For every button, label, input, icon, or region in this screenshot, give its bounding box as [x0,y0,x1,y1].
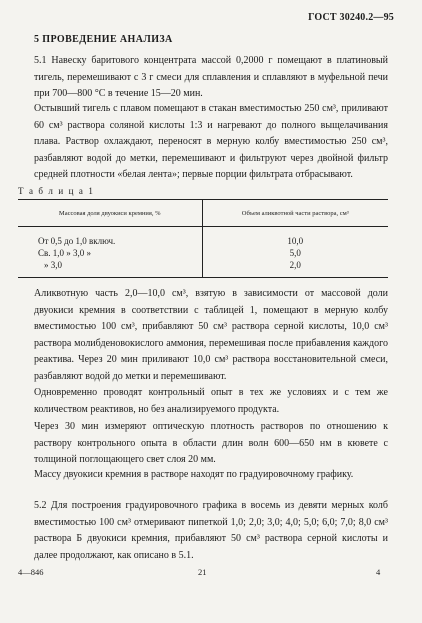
table-1 [18,199,388,278]
section-title: 5 ПРОВЕДЕНИЕ АНАЛИЗА [34,34,173,45]
table-cell-range: Св. 1,0 » 3,0 » [38,248,92,258]
table-cell-range: » 3,0 [44,260,62,270]
footer-sheet-number: 4 [376,567,381,577]
table-caption: Т а б л и ц а 1 [18,186,95,196]
standard-number: ГОСТ 30240.2—95 [308,12,394,23]
paragraph-control: Одновременно проводят контрольный опыт в тех же условиях и с тем же количеством реактивов, но без анализируемого продукта. [34,387,388,415]
table-cell-volume: 2,0 [289,260,301,270]
footer-print-code: 4—846 [18,567,44,577]
footer-page-number: 21 [198,567,207,577]
paragraph-aliquot: Аликвотную часть 2,0—10,0 см³, взятую в зависимости от массовой доли двуокиси кремния в соответствии с таблицей 1, помещают в мерную колбу вместимостью 100 см³, прибавляют 50 см³ раствора серной кислоты, 10,0 см³ раствора молибденовокислого аммония, перемешивая после прибавления каждого реактива. Через 20 мин приливают 10,0 см³ раствора восстановительной смеси, разбавляют водой до метки и перемешивают. [34,288,388,382]
table-cell-volume: 5,0 [289,248,301,258]
table-cell-range: От 0,5 до 1,0 включ. [38,236,116,246]
paragraph-5-1: 5.1 Навеску баритового концентрата массой 0,2000 г помещают в платиновый тигель, перемешивают с 3 г смеси для сплавления и сплавляют в муфельной печи при 700—800 °С в течение 15—20 мин. [34,55,388,99]
paragraph-5-2: 5.2 Для построения градуировочного графика в восемь из девяти мерных колб вместимостью 100 см³ отмеривают пипеткой 1,0; 2,0; 3,0; 4,0; 5,0; 6,0; 7,0; 8,0 см³ раствора Б двуокиси кремния, прибавляют 50 см³ раствора серной кислоты и далее продолжают, как описано в 5.1. [34,500,388,561]
paragraph-crucible: Остывший тигель с плавом помещают в стакан вместимостью 250 см³, приливают 60 см³ раствора соляной кислоты 1:3 и нагревают до полного выщелачивания плава. Раствор охлаждают, переносят в мерную колбу вместимостью 250 см³, разбавляют водой до метки, перемешивают и фильтруют через двойной фильтр средней плотности «белая лента»; первые порции фильтрата отбрасывают. [34,103,388,180]
paragraph-graph: Массу двуокиси кремния в растворе находят по градуировочному графику. [34,469,354,480]
table-header-mass-fraction: Массовая доля двуокиси кремния, % [18,200,202,227]
paragraph-optical-density: Через 30 мин измеряют оптическую плотность растворов по отношению к раствору контрольного опыта в области длин волн 600—650 нм в кювете с толщиной поглощающего свет слоя 20 мм. [34,421,388,465]
table-header-aliquot-volume: Объем аликвотной части раствора, см³ [202,200,388,227]
table-cell-volume: 10,0 [287,236,304,246]
